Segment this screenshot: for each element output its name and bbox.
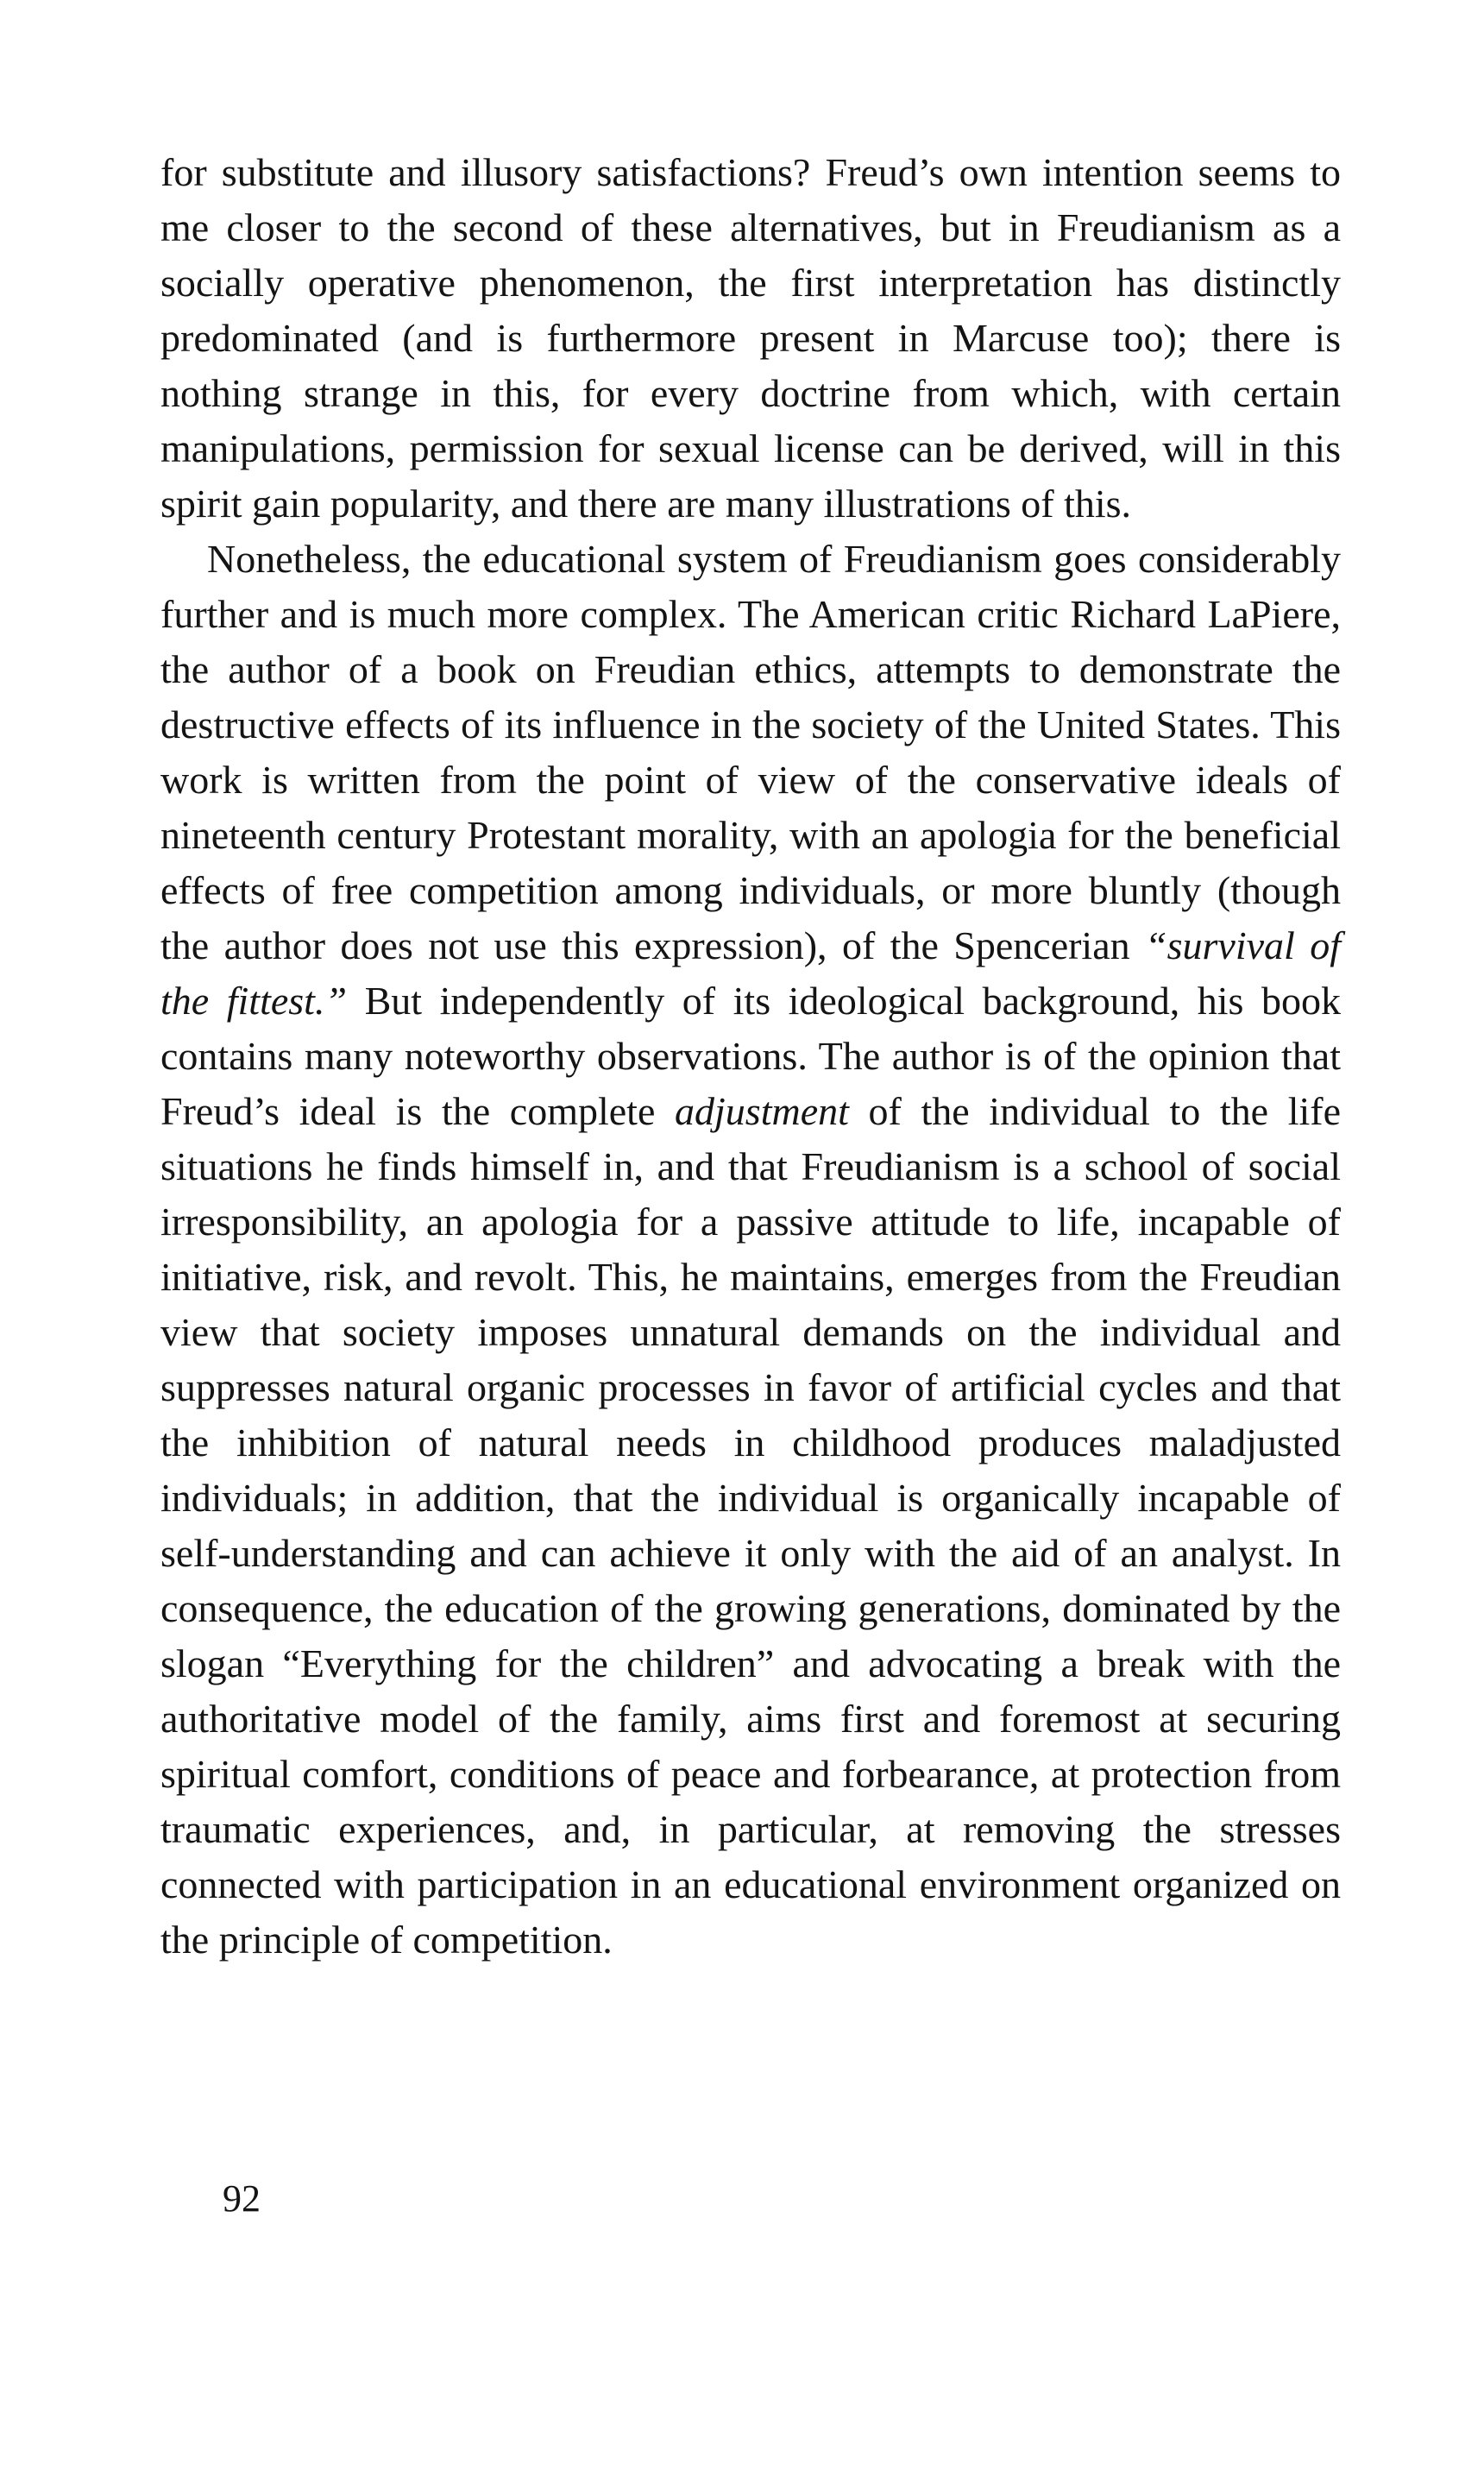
italic-quote-survival: “survival of the fittest.”	[160, 923, 1341, 1023]
paragraph-2-text-b: But independently of its ideological background, his book contains many noteworthy observations. The author is of the opinion that Freud’s ideal is the complete	[160, 979, 1342, 1133]
italic-term-adjustment: adjustment	[675, 1089, 849, 1133]
paragraph-2-text-c: of the individual to the life situations he finds himself in, and that Freudianism is a school of social irresponsibility, an apologia for a passive attitude to life, incapable of initiative, risk, and revolt. This, he maintains, emerges from the Freudian view that society imposes unnatural demands on the individual and suppresses natural organic processes in favor of artificial cycles and that the inhibition of natural needs in childhood produces maladjusted individuals; in addition, that the individual is organically incapable of self-understanding and can achieve it only with the aid of an analyst. In consequence, the education of the growing generations, dominated by the slogan “Everything for the children” and advocating a break with the authoritative model of the family, aims first and foremost at securing spiritual comfort, conditions of peace and forbearance, at protection from traumatic experiences, and, in particular, at removing the stresses connected with participation in an educational environment organized on the principle of competition.	[160, 1089, 1342, 1962]
paragraph-2-text-a: Nonetheless, the educational system of Freudianism goes considerably further and is much more complex. The American critic Richard LaPiere, the author of a book on Freudian ethics, attempts to demonstrate the destructive effects of its influence in the society of the United States. This work is written from the point of view of the conservative ideals of nineteenth century Protestant morality, with an apologia for the beneficial effects of free competition among individuals, or more bluntly (though the author does not use this expression), of the Spencerian	[160, 537, 1341, 967]
page-number: 92	[223, 2177, 261, 2220]
paragraph-2	[160, 532, 1341, 1968]
body-text	[160, 145, 1341, 1968]
paragraph-1	[160, 145, 1341, 532]
paragraph-1-text: for substitute and illusory satisfactions? Freud’s own intention seems to me closer to the second of these alternatives, but in Freudianism as a socially operative phenomenon, the first interpretation has distinctly predominated (and is furthermore present in Marcuse too); there is nothing strange in this, for every doctrine from which, with certain manipulations, permission for sexual license can be derived, will in this spirit gain popularity, and there are many illustrations of this.	[160, 150, 1341, 526]
